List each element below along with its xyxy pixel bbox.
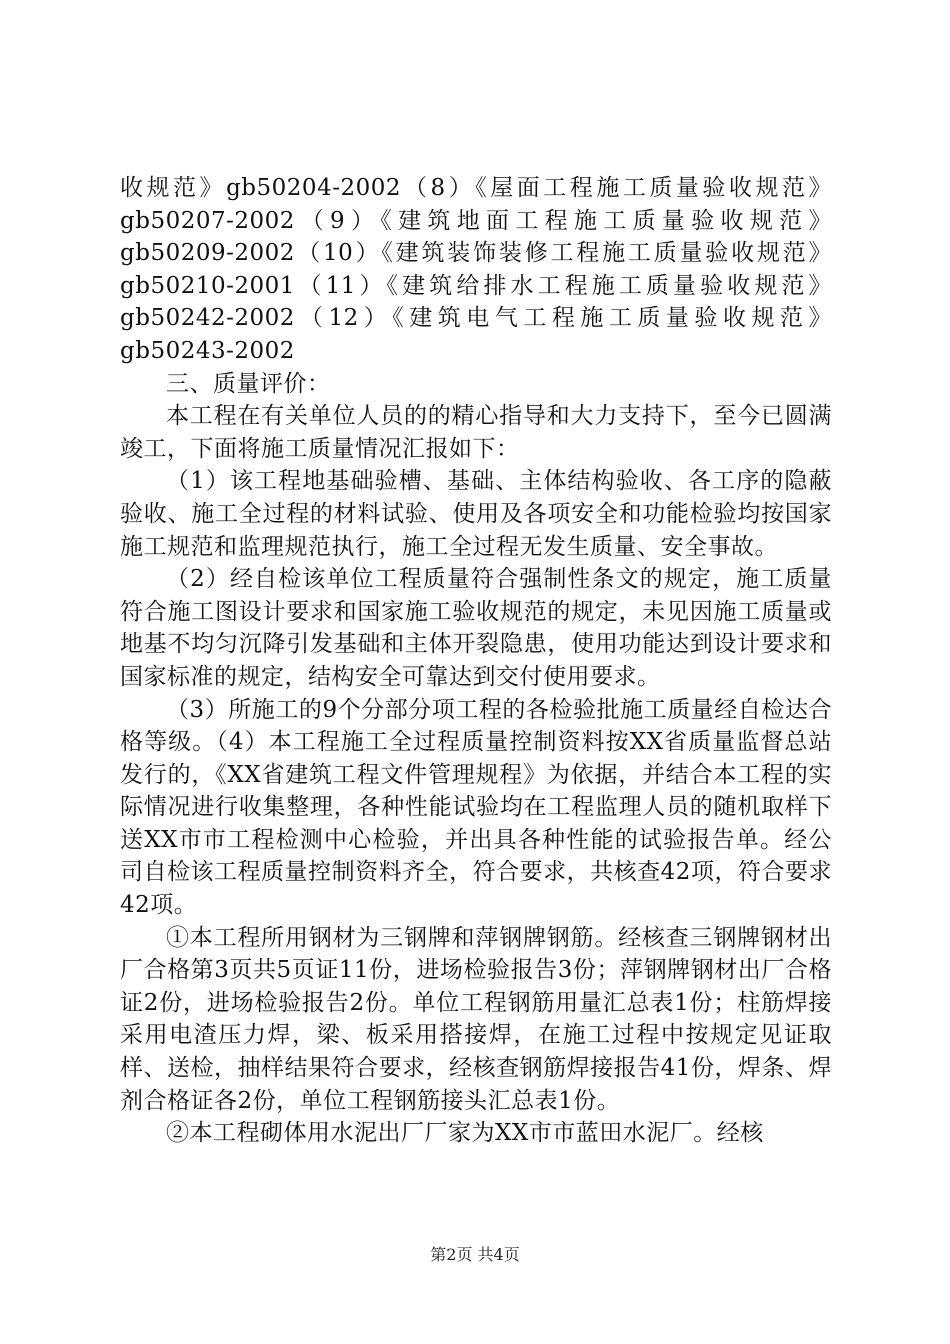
paragraph-intro: 本工程在有关单位人员的的精心指导和大力支持下，至今已圆满竣工，下面将施工质量情况汇报如下： [120, 403, 832, 462]
section-heading-quality-evaluation: 三、质量评价： [166, 370, 331, 397]
document-body [120, 172, 832, 1150]
paragraph-item-2: （2）经自检该单位工程质量符合强制性条文的规定，施工质量符合施工图设计要求和国家施工验收规范的规定，未见因施工质量或地基不均匀沉降引发基础和主体开裂隐患，使用功能达到设计要求和国家标准的规定，结构安全可靠达到交付使用要求。 [120, 566, 832, 690]
paragraph-item-3-4: （3）所施工的9个分部分项工程的各检验批施工质量经自检达合格等级。（4）本工程施工全过程质量控制资料按XX省质量监督总站发行的，《XX省建筑工程文件管理规程》为依据，并结合本工程的实际情况进行收集整理，各种性能试验均在工程监理人员的随机取样下送XX市市工程检测中心检验，并出具各种性能的试验报告单。经公司自检该工程质量控制资料齐全，符合要求，共核查42项，符合要求42项。 [120, 696, 832, 919]
paragraph-circle-2: ②本工程砌体用水泥出厂厂家为XX市市蓝田水泥厂。经核 [166, 1120, 764, 1147]
page-number-footer: 第2页 共4页 [430, 1245, 520, 1264]
paragraph-standards-list: 收规范》gb50204-2002（8）《屋面工程施工质量验收规范》gb50207-2002（9）《建筑地面工程施工质量验收规范》gb50209-2002（10）《建筑装饰装修工程施工质量验收规范》gb50210-2001（11）《建筑给排水工程施工质量验收规范》gb50242-2002（12）《建筑电气工程施工质量验收规范》gb50243-2002 [120, 175, 832, 364]
paragraph-item-1: （1）该工程地基础验槽、基础、主体结构验收、各工序的隐蔽验收、施工全过程的材料试验、使用及各项安全和功能检验均按国家施工规范和监理规范执行，施工全过程无发生质量、安全事故。 [120, 468, 832, 560]
paragraph-circle-1: ①本工程所用钢材为三钢牌和萍钢牌钢筋。经核查三钢牌钢材出厂合格第3页共5页证11份，进场检验报告3份；萍钢牌钢材出厂合格证2份，进场检验报告2份。单位工程钢筋用量汇总表1份；柱筋焊接采用电渣压力焊，梁、板采用搭接焊，在施工过程中按规定见证取样、送检，抽样结果符合要求，经核查钢筋焊接报告41份，焊条、焊剂合格证各2份，单位工程钢筋接头汇总表1份。 [120, 924, 832, 1114]
